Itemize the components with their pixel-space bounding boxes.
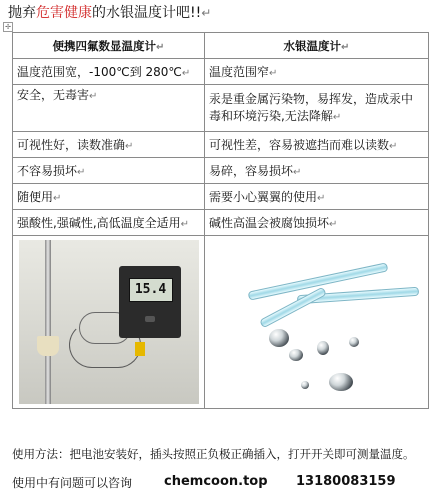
table-row [13,59,429,85]
table-row [13,210,429,236]
title-highlight: 危害健康 [36,5,92,21]
mercury-thermometer-photo [217,237,417,407]
cell-digital: 安全，无毒害↵ [13,85,205,132]
mercury-drop [301,381,309,389]
cell-mercury: 需要小心翼翼的使用↵ [205,184,429,210]
website-text: chemcoon.top [164,474,268,489]
page-title: 抛弃危害健康的水银温度计吧!!↵ [8,5,212,21]
mercury-thermometer-photo-cell [205,236,429,409]
table-row [13,158,429,184]
table-header-row [13,33,429,59]
digital-thermometer-photo-cell [13,236,205,409]
cell-mercury: 碱性高温会被腐蚀损坏↵ [205,210,429,236]
table-move-handle-icon[interactable]: ✢ [3,22,13,32]
mercury-drop [349,337,359,347]
image-row [13,236,429,409]
cell-digital: 强酸性,强碱性,高低温度全适用↵ [13,210,205,236]
cell-digital: 不容易损坏↵ [13,158,205,184]
cell-digital: 随便用↵ [13,184,205,210]
table-row [13,132,429,158]
comparison-table [12,32,429,409]
paragraph-mark: ↵ [201,6,212,20]
cell-digital: 可视性好，读数准确↵ [13,132,205,158]
cell-mercury: 可视性差，容易被遮挡而难以读数↵ [205,132,429,158]
thermocouple-plug [135,342,145,356]
mercury-drop [289,349,303,361]
cell-mercury: 易碎，容易损坏↵ [205,158,429,184]
rubber-stopper [37,336,59,356]
probe-rod [45,240,51,404]
contact-prompt: 使用中有问题可以咨询 [12,476,133,490]
mercury-drop [329,373,353,391]
cell-digital: 温度范围宽，-100℃到 280℃↵ [13,59,205,85]
digital-thermometer-photo [19,240,199,404]
usage-instructions: 使用方法：把电池安装好，插头按照正负极正确插入，打开开关即可测量温度。 [12,447,415,461]
cell-mercury: 温度范围窄↵ [205,59,429,85]
table-row [13,184,429,210]
power-button [145,316,155,322]
table-row [13,85,429,132]
lcd-display: 15.4 [129,278,173,302]
phone-number: 13180083159 [296,474,396,489]
cell-mercury: 汞是重金属污染物，易挥发，造成汞中毒和环境污染,无法降解↵ [205,85,429,132]
mercury-drop [317,341,329,355]
mercury-drop [269,329,289,347]
header-mercury: 水银温度计↵ [205,33,429,59]
thermometer-device [119,266,181,338]
header-digital: 便携四氟数显温度计↵ [13,33,205,59]
